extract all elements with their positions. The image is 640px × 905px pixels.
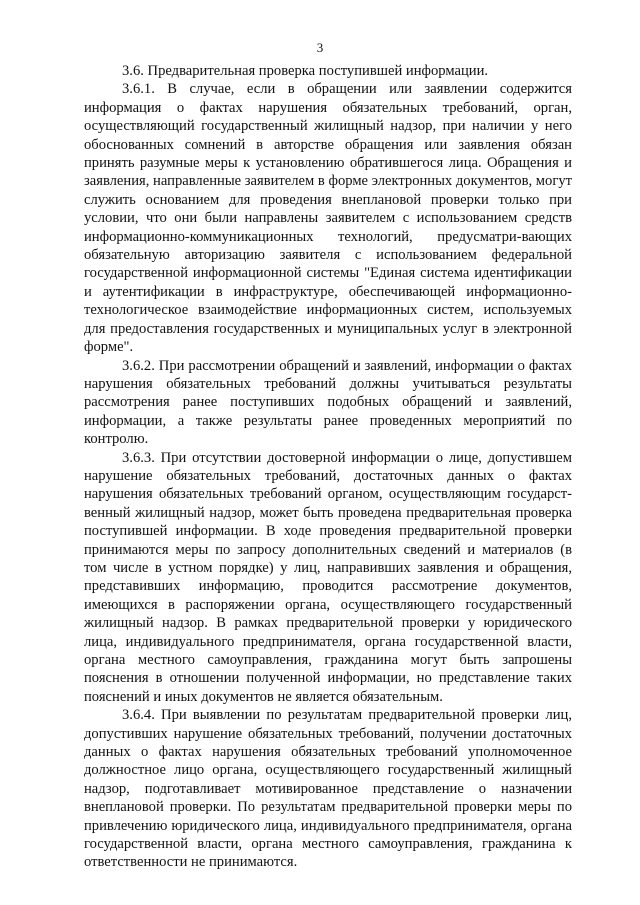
document-body: [84, 62, 572, 872]
paragraph-3-6-1: 3.6.1. В случае, если в обращении или заявлении содержится информация о фактах нарушения обязательных требований, орган, осуществляющий государственный жилищный надзор, при наличии у него обоснованных сомнений в авторстве обращения или заявления обязан принять разумные меры к установлению обратившегося лица. Обращения и заявления, направленные заявителем в форме электронных документов, могут служить основанием для проведения внеплановой проверки только при условии, что они были направлены заявителем с использованием средств информационно-коммуникационных технологий, предусматри-вающих обязательную авторизацию заявителя с использованием федеральной государственной информационной системы "Единая система идентификации и аутентификации в инфраструктуре, обеспечивающей информационно-технологическое взаимодействие информационных систем, используемых для предоставления государственных и муниципальных услуг в электронной форме".: [84, 81, 572, 356]
paragraph-3-6-4: 3.6.4. При выявлении по результатам предварительной проверки лиц, допустивших нарушение обязательных требований, получении достаточных данных о фактах нарушения обязательных требований уполномоченное должностное лицо органа, осуществляющего государственный жилищный надзор, подготавливает мотивированное представление о назначении внеплановой проверки. По результатам предварительной проверки меры по привлечению юридического лица, индивидуального предпринимателя, органа государственной власти, органа местного самоуправления, гражданина к ответственности не принимаются.: [84, 707, 572, 871]
paragraph-3-6-3: 3.6.3. При отсутствии достоверной информации о лице, допустившем нарушение обязательных требований, достаточных данных о фактах нарушения обязательных требований органом, осуществляющим государст-венный жилищный надзор, может быть проведена предварительная проверка поступившей информации. В ходе проведения предварительной проверки принимаются меры по запросу дополнительных сведений и материалов (в том числе в устном порядке) у лиц, направивших заявления и обращения, представивших информацию, проводится рассмотрение документов, имеющихся в распоряжении органа, осуществляющего государственный жилищный надзор. В рамках предварительной проверки у юридического лица, индивидуального предпринимателя, органа государственной власти, органа местного самоуправления, гражданина могут быть запрошены пояснения в отношении полученной информации, но представление таких пояснений и иных документов не является обязательным.: [84, 449, 572, 705]
paragraph-3-6-2: 3.6.2. При рассмотрении обращений и заявлений, информации о фактах нарушения обязательных требований должны учитываться результаты рассмотрения ранее поступивших подобных обращений и заявлений, информации, а также результаты ранее проведенных мероприятий по контролю.: [84, 357, 572, 448]
page-number: 3: [316, 40, 324, 55]
section-heading: 3.6. Предварительная проверка поступившей информации.: [122, 63, 489, 79]
